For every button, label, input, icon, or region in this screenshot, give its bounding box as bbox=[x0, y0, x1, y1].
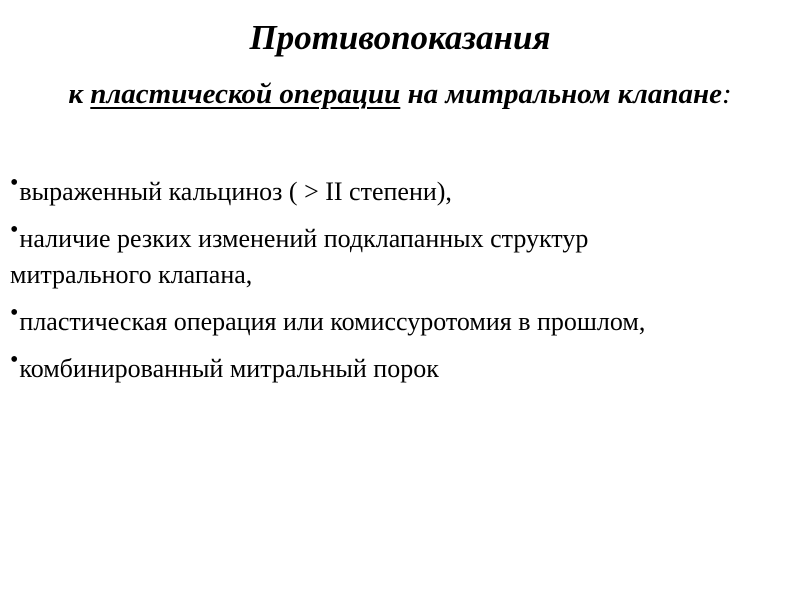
subtitle-colon: : bbox=[721, 78, 732, 110]
contraindications-list bbox=[10, 172, 795, 389]
list-item bbox=[10, 172, 795, 212]
bullet-icon: • bbox=[10, 300, 19, 326]
list-item-text: комбинированный митральный порок bbox=[19, 354, 439, 383]
bullet-icon: • bbox=[10, 170, 19, 196]
list-item-continuation: митрального клапана, bbox=[10, 260, 253, 289]
bullet-icon: • bbox=[10, 217, 19, 243]
list-item bbox=[10, 302, 795, 342]
subtitle-middle: на митральном клапане bbox=[400, 78, 722, 110]
list-item-text: наличие резких изменений подклапанных структур bbox=[19, 224, 589, 253]
list-item bbox=[10, 219, 795, 295]
subtitle-prefix: к bbox=[68, 78, 91, 110]
bullet-icon: • bbox=[10, 347, 19, 373]
list-item bbox=[10, 349, 795, 389]
slide-subtitle bbox=[40, 70, 760, 118]
subtitle-underlined-term: пластической операции bbox=[90, 78, 401, 110]
list-item-text: пластическая операция или комиссуротомия в прошлом, bbox=[19, 307, 646, 336]
slide-title: Противопоказания bbox=[249, 18, 551, 57]
list-item-text: выраженный кальциноз ( > II степени), bbox=[19, 177, 452, 206]
